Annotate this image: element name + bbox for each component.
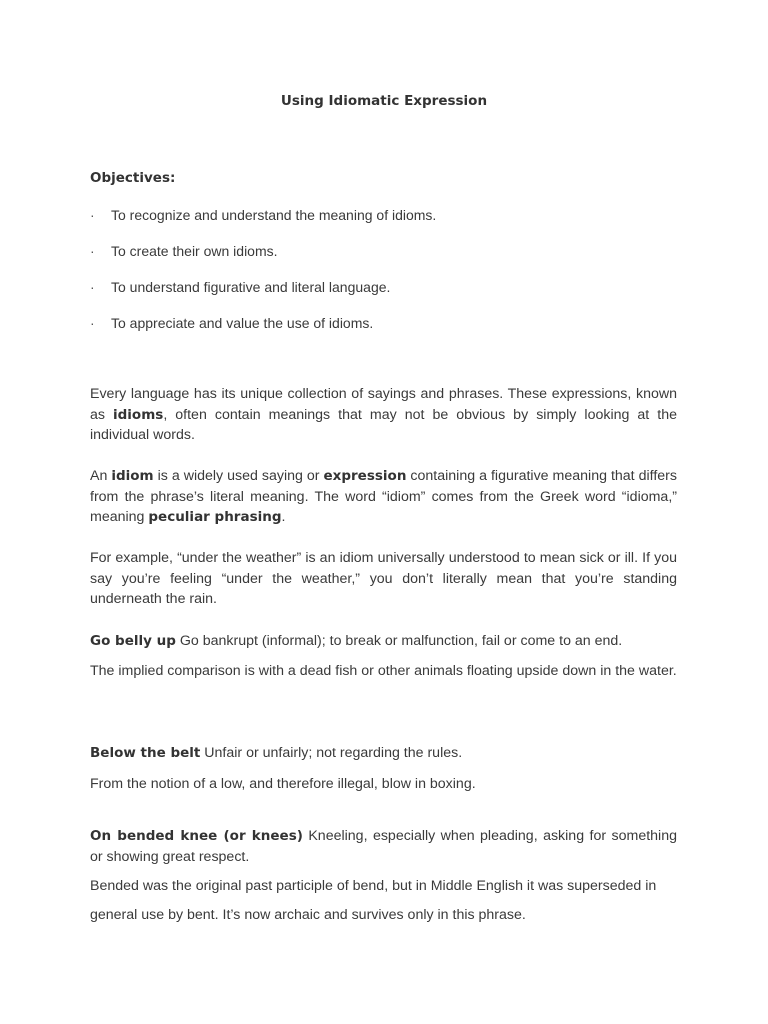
idiom-term: On bended knee (or knees) — [90, 828, 303, 844]
keyword-expression: expression — [323, 468, 407, 484]
intro-paragraph-3: For example, “under the weather” is an idiom universally understood to mean sick or ill. If you say you’re feeling “under the weather,” you don’t literally mean that you’re standing underneath the rain. — [90, 550, 677, 608]
intro-paragraph-2 — [90, 466, 677, 528]
idiom-term: Go belly up — [90, 633, 176, 649]
bullet-icon: · — [90, 207, 95, 223]
intro-text: . — [281, 509, 286, 526]
idiom-definition-text: Kneeling, especially when pleading, asking for something or showing great respect. — [90, 828, 677, 865]
intro-text: An — [90, 468, 112, 484]
keyword-idioms: idioms — [113, 406, 164, 423]
objective-text: To recognize and understand the meaning of idioms. — [111, 207, 437, 223]
objective-item — [90, 277, 690, 313]
bullet-icon: · — [90, 243, 95, 259]
idiom-term: Below the belt — [90, 745, 201, 761]
objectives-list — [90, 205, 690, 349]
idiom-definition — [90, 631, 690, 651]
idiom-note: Bended was the original past participle of bend, but in Middle English it was superseded in general use by bent. It’s now archaic and survives only in this phrase. — [90, 878, 657, 923]
idiom-definition — [90, 743, 690, 763]
objectives-heading: Objectives: — [90, 170, 176, 186]
bullet-icon: · — [90, 279, 95, 295]
intro-text: meaning that differs from the phrase’s literal meaning. The word “idiom” comes from the Greek word “idioma,” meaning — [90, 468, 677, 526]
idiom-definition-text: Go bankrupt (informal); to break or malfunction, fail or come to an end. — [175, 633, 623, 649]
intro-text: is a widely used saying or — [153, 468, 324, 484]
intro-text: containing a — [406, 468, 491, 484]
objective-text: To appreciate and value the use of idioms. — [111, 315, 374, 331]
idiom-definition-text: Unfair or unfairly; not regarding the rules. — [200, 745, 463, 761]
idiom-definition — [90, 826, 677, 867]
intro-text: , often contain meanings that may not be obvious by simply looking at the individual words. — [90, 406, 677, 444]
objective-text: To create their own idioms. — [111, 243, 278, 259]
idiom-note: The implied comparison is with a dead fish or other animals floating upside down in the water. — [90, 663, 677, 679]
intro-paragraph-1 — [90, 384, 677, 446]
objective-item — [90, 205, 690, 241]
document-title: Using Idiomatic Expression — [280, 93, 488, 109]
bullet-icon: · — [90, 315, 95, 331]
objective-item — [90, 313, 690, 349]
keyword-idiom: idiom — [111, 468, 154, 484]
intro-text: Every language has its unique collection of sayings and phrases. These expressions, known as — [90, 386, 677, 423]
idiom-note: From the notion of a low, and therefore illegal, blow in boxing. — [90, 776, 476, 792]
keyword-figurative: figurative — [490, 468, 549, 484]
keyword-peculiar-phrasing: peculiar phrasing — [148, 509, 282, 526]
objective-text: To understand figurative and literal language. — [111, 279, 391, 295]
objective-item — [90, 241, 690, 277]
